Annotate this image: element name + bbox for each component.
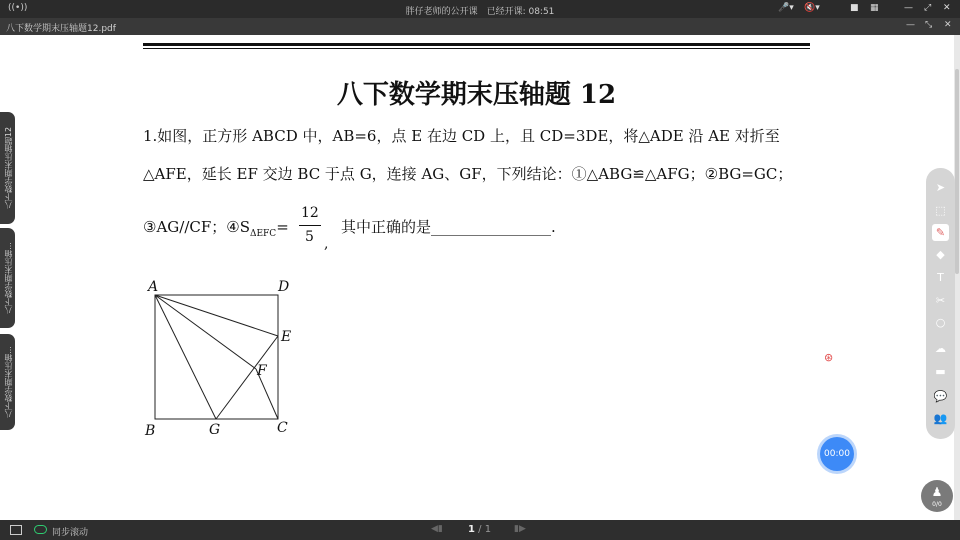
side-tab-2[interactable] (0, 228, 15, 328)
fraction-bar (299, 225, 321, 226)
window-title: 胖仔老师的公开课 已经开课: 08:51 (405, 7, 555, 17)
question-line-2: △AFE，延长 EF 交边 BC 于点 G，连接 AG、GF，下列结论：①△ABG≌△AFG；②BG=GC； (143, 165, 793, 183)
select-icon[interactable]: ⬚ (935, 204, 946, 217)
equals-sign: = (276, 218, 289, 236)
timer-button[interactable]: 00:00 (820, 437, 854, 471)
annotation-toolbar (926, 168, 955, 439)
area-subscript: ΔEFC (249, 229, 277, 239)
side-tab-label: 八下数学期末压轴题12 (4, 126, 13, 210)
maximize-button[interactable]: ⤢ (924, 3, 932, 13)
side-tab-1[interactable] (0, 112, 15, 224)
segment-eg (216, 336, 278, 419)
header-rule-thin (143, 48, 810, 49)
label-g: G (209, 422, 221, 438)
sync-scroll-label: 同步滚动 (52, 528, 89, 538)
scissors-icon[interactable]: ✂ (935, 294, 946, 307)
page-title: 八下数学期末压轴题 12 (336, 80, 617, 110)
doc-restore-button[interactable]: ⤡ (925, 20, 933, 30)
label-c: C (277, 420, 288, 436)
header-rule (143, 43, 810, 46)
document-filename[interactable]: 八下数学期末压轴题12.pdf (6, 24, 116, 34)
label-b: B (145, 423, 156, 439)
question-line-3-start (143, 216, 289, 239)
minimize-button[interactable]: — (904, 3, 913, 13)
segment-ae (155, 295, 278, 336)
sync-scroll-toggle[interactable] (34, 525, 47, 534)
label-e: E (281, 329, 292, 345)
cast-icon[interactable]: ((•)) (8, 3, 28, 13)
members-icon[interactable]: 👥 (933, 412, 948, 425)
laser-pointer-icon: ⊛ (824, 351, 834, 364)
scrollbar-thumb[interactable] (955, 69, 959, 274)
microphone-icon[interactable]: 🎤▾ (778, 3, 794, 13)
page-indicator (468, 524, 491, 535)
label-d: D (278, 279, 290, 295)
close-button[interactable]: ✕ (943, 3, 951, 13)
seat-icon: ♟ (931, 485, 943, 499)
doc-minimize-button[interactable]: — (906, 20, 915, 30)
side-tab-label: 八下数学期末压轴... (4, 242, 13, 314)
current-page: 1 (468, 524, 475, 535)
chat-icon[interactable]: 💬 (933, 390, 948, 403)
question-line-1: 1.如图，正方形 ABCD 中，AB=6，点 E 在边 CD 上，且 CD=3DE，将△ADE 沿 AE 对折至 (143, 127, 780, 145)
pen-icon[interactable]: ✎ (932, 224, 949, 241)
doc-close-button[interactable]: ✕ (944, 20, 952, 30)
label-a: A (148, 279, 159, 295)
briefcase-icon[interactable]: ▬ (935, 365, 946, 378)
shape-icon[interactable]: ○ (935, 316, 946, 329)
pointer-icon[interactable]: ➤ (935, 181, 946, 194)
cloud-icon[interactable]: ☁ (935, 342, 946, 355)
app-title-bar (0, 0, 960, 18)
side-tab-3[interactable] (0, 334, 15, 430)
layout-icon[interactable]: ▦ (870, 3, 879, 13)
bottom-status-bar (0, 520, 960, 540)
segment-af (155, 295, 256, 369)
sidebar-toggle-icon[interactable] (10, 525, 22, 535)
fraction-comma: , (324, 236, 329, 252)
segment-ag (155, 295, 216, 419)
question-line-3-end: 其中正确的是________________. (341, 218, 556, 236)
line3-text: ③AG//CF；④S (143, 218, 250, 236)
fraction-numerator: 12 (301, 205, 319, 221)
square-abcd (155, 295, 278, 419)
prev-page-button[interactable]: ◀▮ (431, 524, 443, 534)
volume-icon[interactable]: 🔇▾ (804, 3, 820, 13)
label-f: F (257, 363, 267, 379)
side-tab-label: 八下数学期末压轴... (4, 346, 13, 418)
text-icon[interactable]: T (937, 271, 944, 284)
total-pages: 1 (484, 524, 492, 535)
seat-count: 0/0 (932, 501, 942, 508)
seat-button[interactable] (921, 480, 953, 512)
page-separator: / (474, 524, 485, 535)
fraction-denominator: 5 (305, 229, 314, 245)
document-tab-bar (0, 18, 960, 35)
eraser-icon[interactable]: ◆ (936, 248, 945, 261)
camera-icon[interactable]: ■ (850, 3, 859, 13)
geometry-figure (140, 275, 300, 440)
next-page-button[interactable]: ▮▶ (514, 524, 526, 534)
